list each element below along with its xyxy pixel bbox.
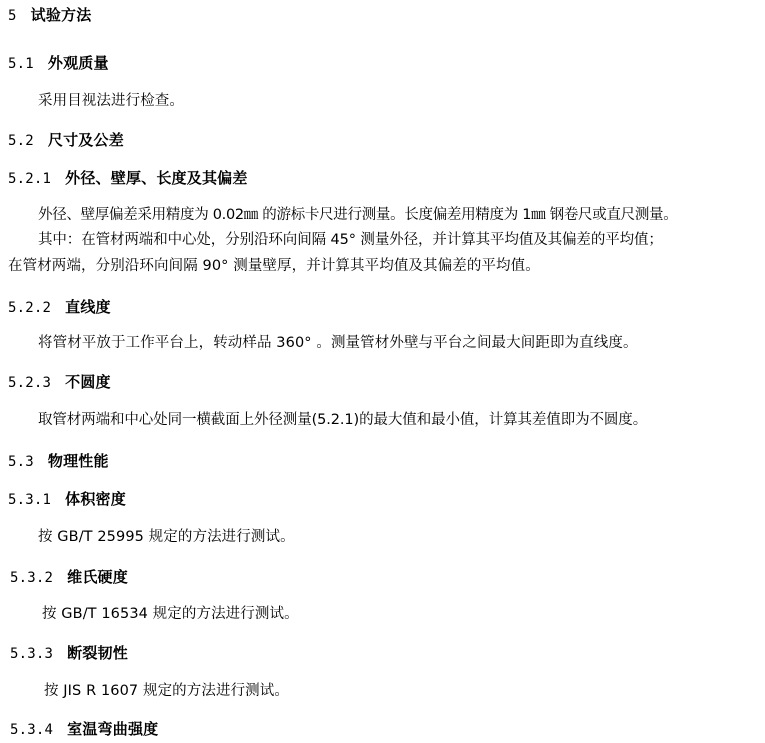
section-title: 外径、壁厚、长度及其偏差 <box>65 169 248 187</box>
section-title: 试验方法 <box>30 6 92 24</box>
section-heading-5-3-2 <box>10 567 128 588</box>
section-title: 直线度 <box>65 298 111 316</box>
paragraph-roundness: 取管材两端和中心处同一横截面上外径测量(5.2.1)的最大值和最小值，计算其差值即为不圆度。 <box>38 412 648 428</box>
section-heading-5-2-3 <box>8 372 111 393</box>
paragraph-toughness: 按 JIS R 1607 规定的方法进行测试。 <box>44 683 289 699</box>
section-number: 5.3.3 <box>10 646 54 662</box>
section-heading-5-2-1 <box>8 168 248 189</box>
paragraph-hardness: 按 GB/T 16534 规定的方法进行测试。 <box>42 606 299 622</box>
section-number: 5.3.2 <box>10 570 54 586</box>
section-title: 不圆度 <box>65 373 111 391</box>
section-title: 体积密度 <box>65 490 126 508</box>
section-number: 5.2.3 <box>8 375 52 391</box>
section-heading-5-3 <box>8 451 109 472</box>
section-heading-5-1 <box>8 53 109 74</box>
section-number: 5 <box>8 8 17 24</box>
section-number: 5.3.1 <box>8 492 52 508</box>
section-heading-5-3-1 <box>8 489 126 510</box>
paragraph-dimension-line-2: 其中：在管材两端和中心处，分别沿环向间隔 45° 测量外径，并计算其平均值及其偏差的平均值； <box>38 232 663 248</box>
section-number: 5.1 <box>8 56 34 72</box>
paragraph-dimension-line-1: 外径、壁厚偏差采用精度为 0.02㎜ 的游标卡尺进行测量。长度偏差用精度为 1㎜ 钢卷尺或直尺测量。 <box>38 207 678 223</box>
section-heading-5-2 <box>8 130 124 151</box>
section-number: 5.2.2 <box>8 300 52 316</box>
section-title: 尺寸及公差 <box>47 131 124 149</box>
section-number: 5.3 <box>8 454 34 470</box>
section-heading-5-3-4 <box>10 719 158 740</box>
section-title: 断裂韧性 <box>67 644 128 662</box>
paragraph-dimension-line-3: 在管材两端，分别沿环向间隔 90° 测量壁厚，并计算其平均值及其偏差的平均值。 <box>8 258 540 274</box>
section-heading-5-2-2 <box>8 297 111 318</box>
paragraph-appearance: 采用目视法进行检查。 <box>38 93 184 109</box>
section-heading-5-3-3 <box>10 643 128 664</box>
section-heading-5 <box>8 5 91 26</box>
section-title: 物理性能 <box>47 452 109 470</box>
section-number: 5.3.4 <box>10 722 54 738</box>
paragraph-straightness: 将管材平放于工作平台上，转动样品 360° 。测量管材外壁与平台之间最大间距即为直线度。 <box>38 335 638 351</box>
section-number: 5.2.1 <box>8 171 52 187</box>
paragraph-density: 按 GB/T 25995 规定的方法进行测试。 <box>38 529 295 545</box>
section-title: 维氏硬度 <box>67 568 128 586</box>
section-number: 5.2 <box>8 133 34 149</box>
section-title: 外观质量 <box>47 54 109 72</box>
section-title: 室温弯曲强度 <box>67 720 159 738</box>
